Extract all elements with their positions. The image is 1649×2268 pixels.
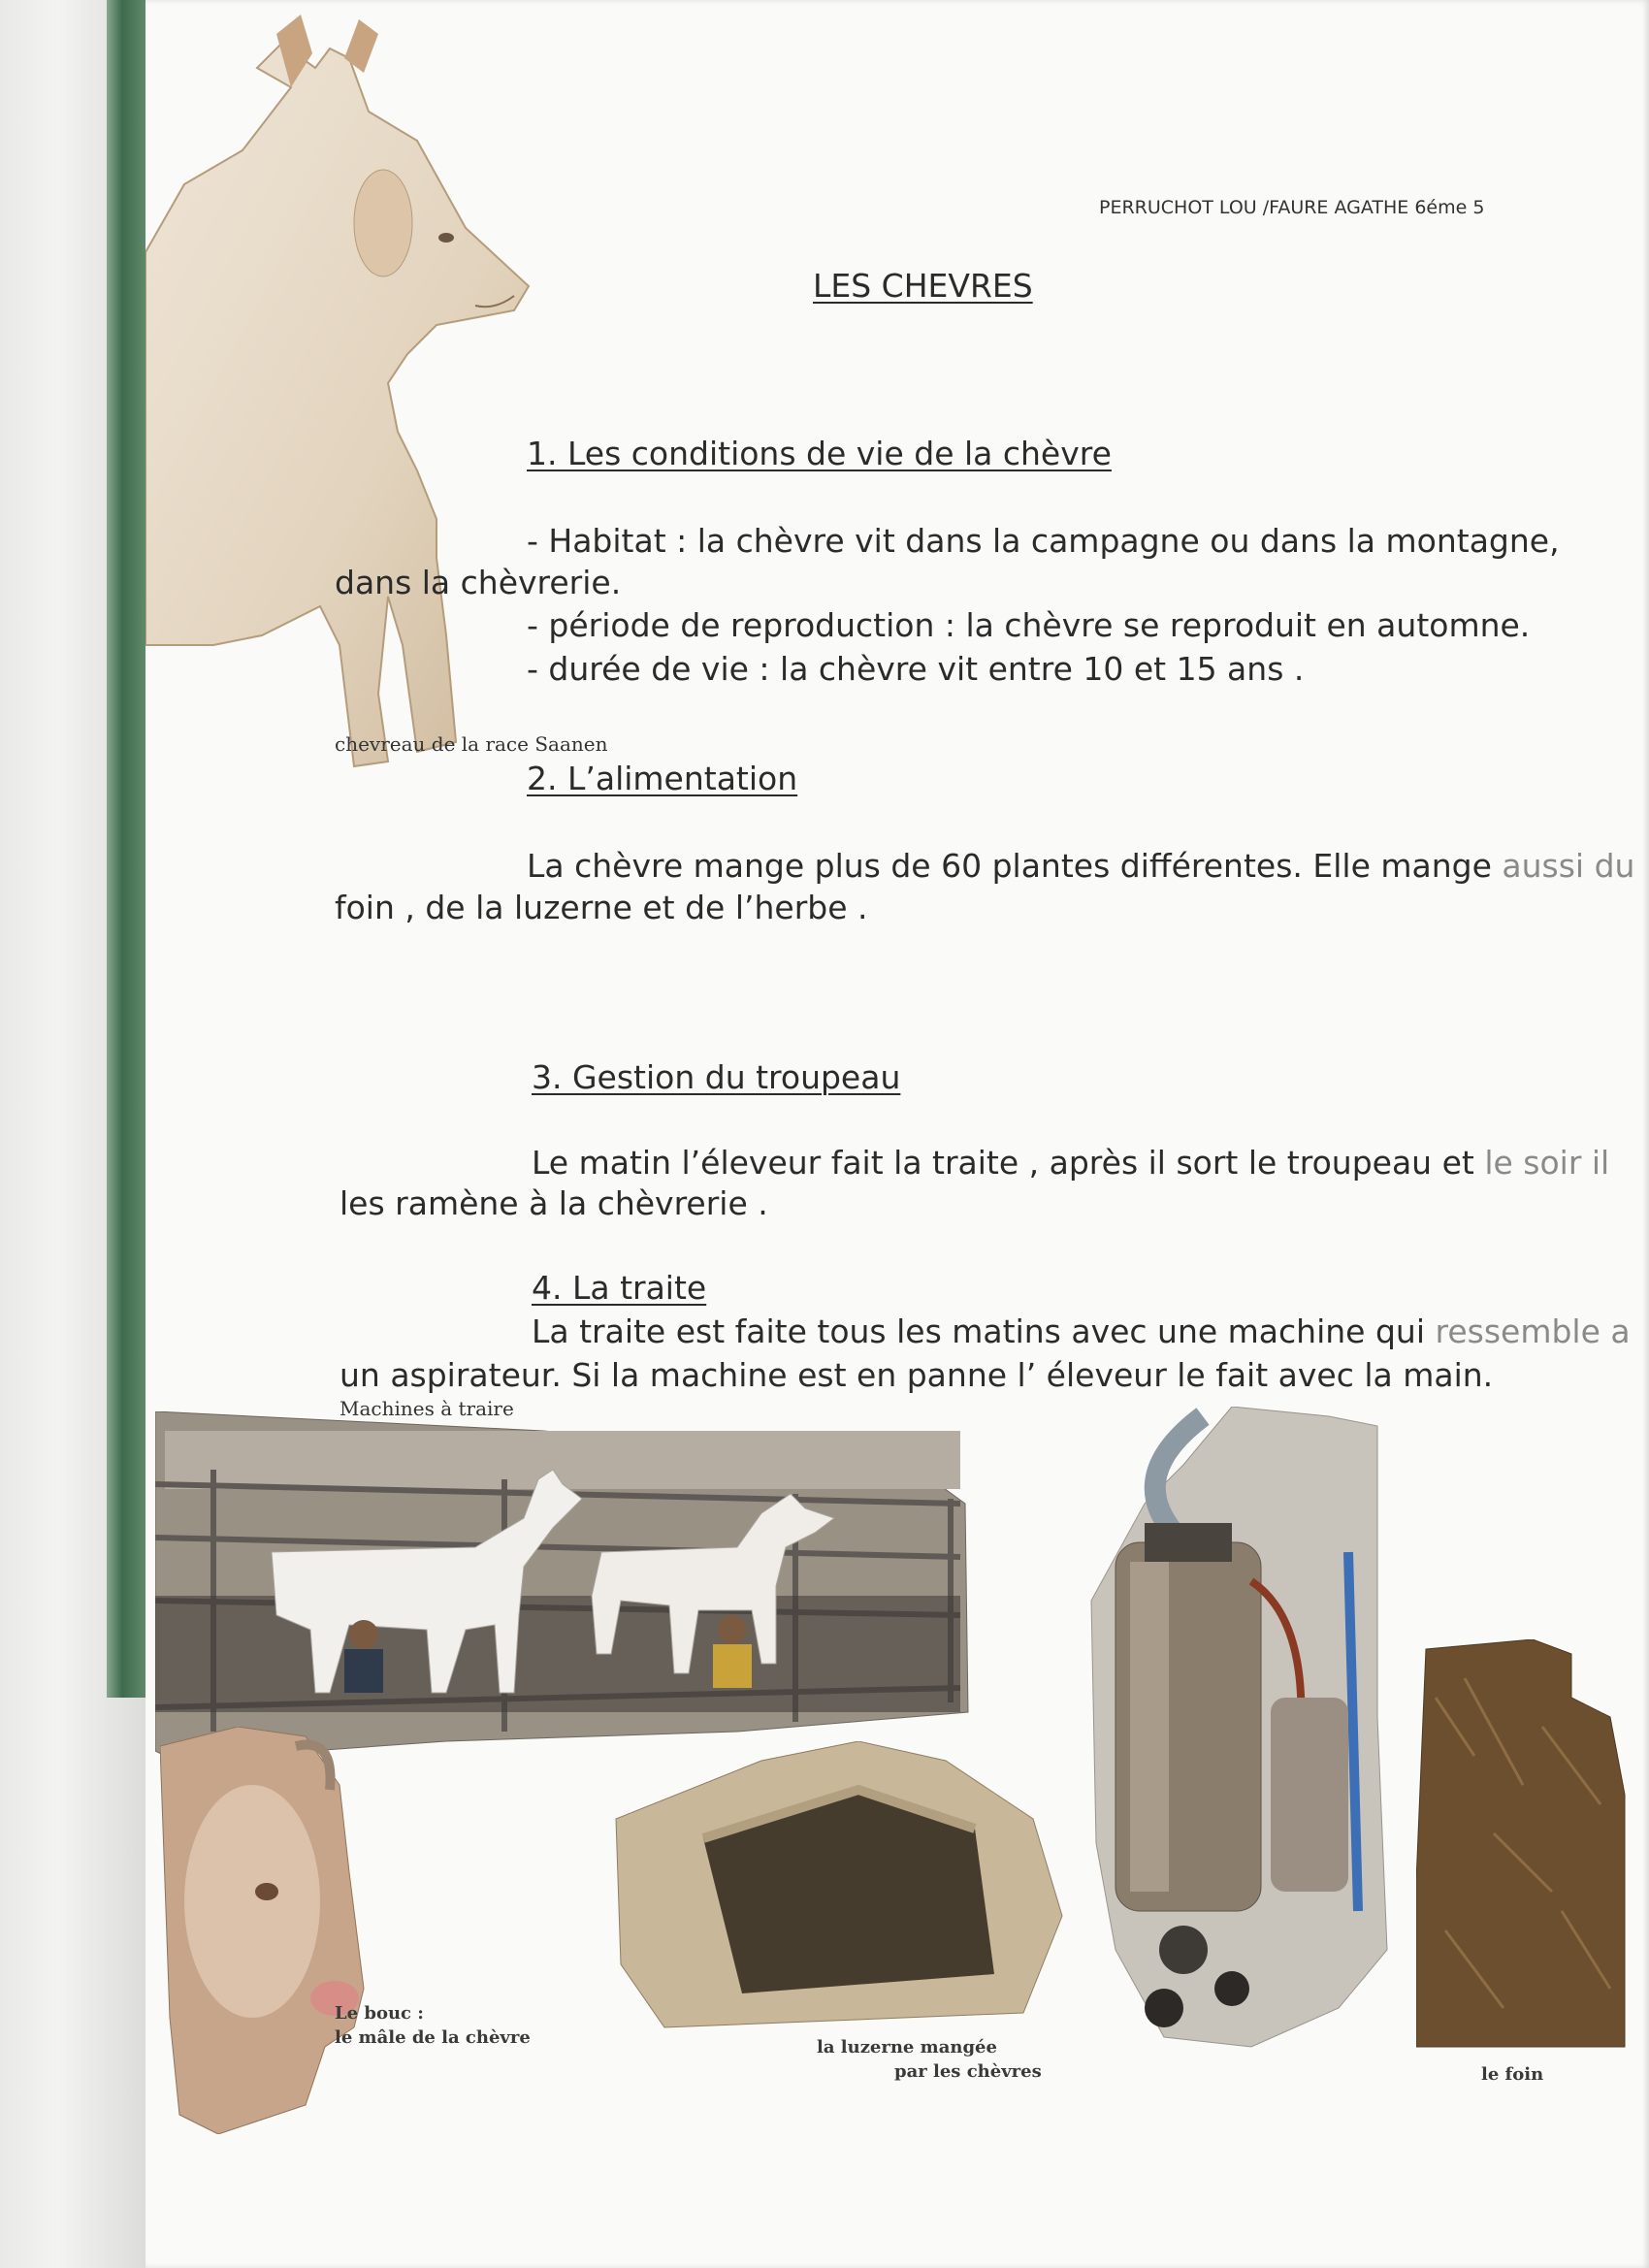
section-3-line-2: les ramène à la chèvrerie . bbox=[340, 1184, 768, 1222]
goat-kid-image bbox=[146, 15, 553, 771]
section-4-line-1 bbox=[532, 1310, 1631, 1353]
section-2-line-1-faded: aussi du bbox=[1502, 847, 1635, 885]
section-1-line-3: - période de reproduction : la chèvre se reproduit en automne. bbox=[527, 606, 1531, 644]
milking-machine-image bbox=[1086, 1407, 1397, 2076]
section-4-line-1-main: La traite est faite tous les matins avec une machine qui bbox=[532, 1312, 1436, 1350]
author-line: PERRUCHOT LOU /FAURE AGATHE 6éme 5 bbox=[1099, 197, 1485, 218]
section-3-line-1-main: Le matin l’éleveur fait la traite , après il sort le troupeau et bbox=[532, 1144, 1485, 1182]
section-2-line-1-main: La chèvre mange plus de 60 plantes différentes. Elle mange bbox=[527, 847, 1503, 885]
section-3-line-1-faded: le soir il bbox=[1484, 1144, 1610, 1182]
section-3-heading: 3. Gestion du troupeau bbox=[532, 1058, 901, 1096]
binder-spine bbox=[107, 0, 146, 1698]
machines-caption: Machines à traire bbox=[340, 1397, 514, 1420]
buck-caption-line-1: Le bouc : bbox=[335, 2003, 424, 2024]
hay-caption: le foin bbox=[1481, 2064, 1544, 2085]
section-1-line-1: - Habitat : la chèvre vit dans la campagne ou dans la montagne, bbox=[527, 522, 1560, 560]
section-4-line-2: un aspirateur. Si la machine est en panne l’ éleveur le fait avec la main. bbox=[340, 1356, 1494, 1394]
section-4-heading: 4. La traite bbox=[532, 1269, 707, 1307]
section-1-heading: 1. Les conditions de vie de la chèvre bbox=[527, 435, 1112, 472]
buck-goat-image bbox=[160, 1727, 373, 2134]
alfalfa-caption-line-2: par les chèvres bbox=[894, 2061, 1042, 2082]
section-4-line-1-faded: ressemble a bbox=[1435, 1312, 1631, 1350]
section-1-line-2: dans la chèvrerie. bbox=[335, 564, 622, 601]
buck-caption-line-2: le mâle de la chèvre bbox=[335, 2027, 531, 2048]
hay-image bbox=[1416, 1639, 1639, 2057]
section-2-heading: 2. L’alimentation bbox=[527, 760, 798, 797]
page-title: LES CHEVRES bbox=[813, 267, 1033, 305]
milking-parlour-image bbox=[155, 1411, 970, 1770]
section-2-line-1 bbox=[527, 844, 1634, 888]
section-3-line-1 bbox=[532, 1141, 1609, 1184]
section-2-line-2: foin , de la luzerne et de l’herbe . bbox=[335, 889, 868, 926]
alfalfa-sack-image bbox=[606, 1741, 1072, 2032]
alfalfa-caption-line-1: la luzerne mangée bbox=[817, 2037, 997, 2057]
kid-caption: chevreau de la race Saanen bbox=[335, 732, 608, 756]
section-1-line-4: - durée de vie : la chèvre vit entre 10 et 15 ans . bbox=[527, 650, 1305, 688]
